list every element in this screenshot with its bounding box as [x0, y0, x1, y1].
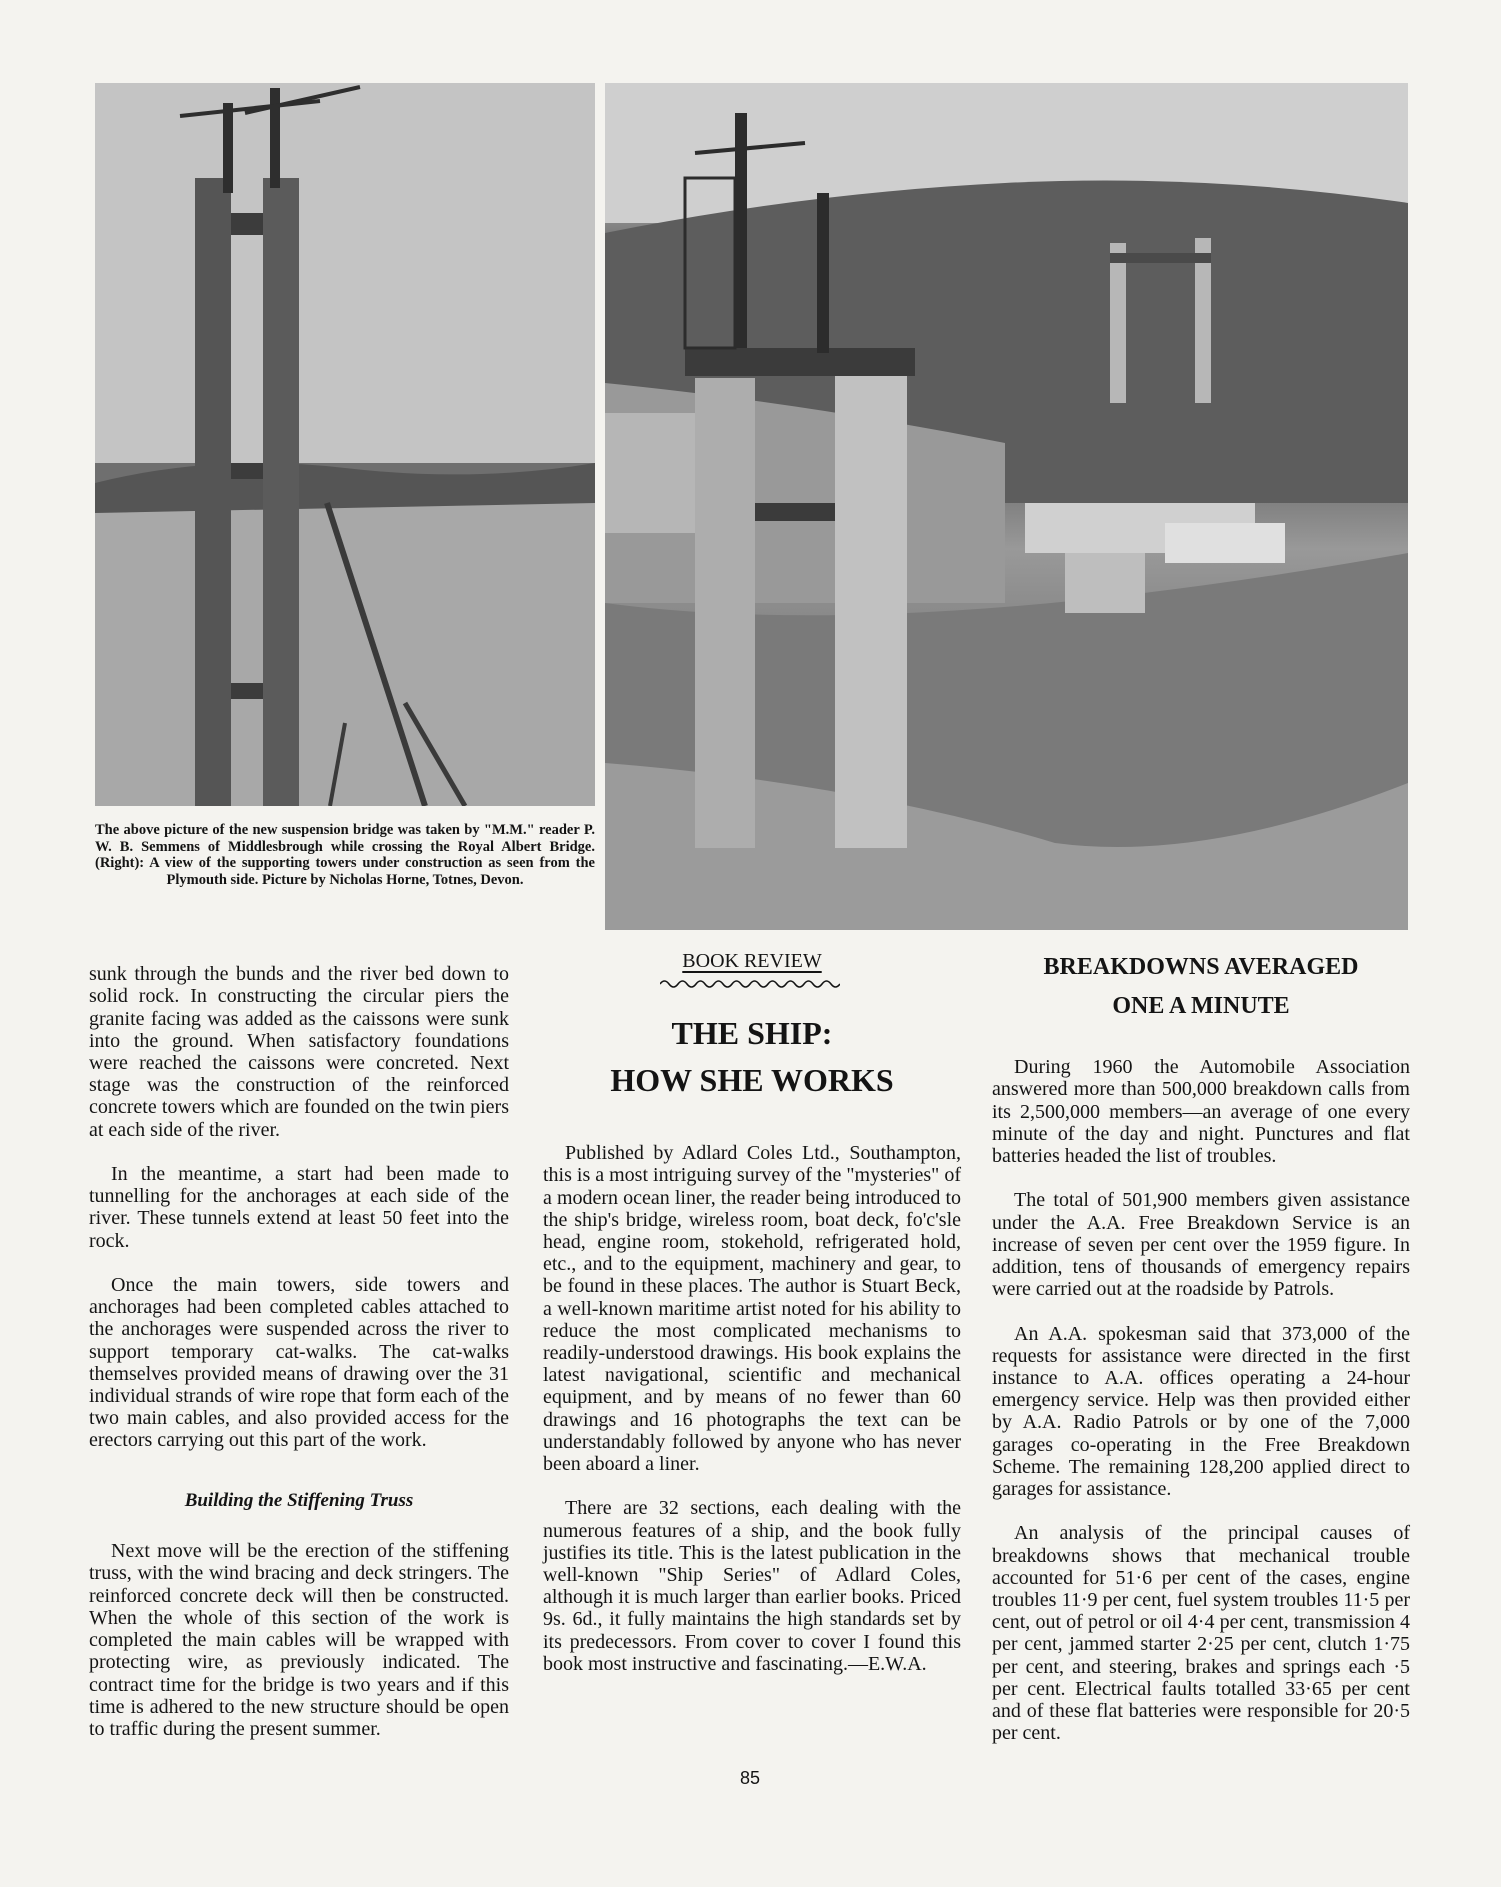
breakdowns-paragraph: An A.A. spokesman said that 373,000 of the requests for assistance were directed in the first instance to A.A. offices operating a 24-hour emergency service. Help was then provided either by A.A. Radio Patrols or by one of the 7,000 garages co-operating in the Free Breakdown Scheme. The remaining 128,200 applied direct to garages for assistance. — [992, 1322, 1410, 1501]
review-paragraph: There are 32 sections, each dealing with the numerous features of a ship, and the book fully justifies its title. This is the latest publication in the well-known "Ship Series" of Adlard Coles, although it is much larger than earlier books. Priced 9s. 6d., it fully maintains the high standards set by its predecessors. From cover to cover I found this book most instructive and fascinating.—E.W.A. — [543, 1497, 961, 1675]
towers-construction-illustration — [605, 83, 1408, 930]
bridge-tower-photo — [95, 83, 595, 806]
book-review-title-line2: HOW SHE WORKS — [610, 1062, 894, 1098]
breakdowns-title-line2: ONE A MINUTE — [1112, 993, 1290, 1019]
section-subheading: Building the Stiffening Truss — [184, 1489, 414, 1511]
breakdowns-title — [992, 948, 1410, 1026]
breakdowns-paragraph: An analysis of the principal causes of breakdowns shows that mechanical trouble accounted for 51·6 per cent of the cases, engine troubles 11·9 per cent, fuel system troubles 11·5 per cent, out of petrol or oil 4·4 per cent, transmission 4 per cent, jammed starter 2·25 per cent, clutch 1·75 per cent, and steering, brakes and springs each ·5 per cent. Electrical faults totalled 33·65 per cent and of these flat batteries were responsible for 20·5 per cent. — [992, 1522, 1410, 1745]
book-review-column — [543, 1120, 961, 1697]
breakdowns-column — [992, 1034, 1410, 1767]
bridge-tower-illustration — [95, 83, 595, 806]
review-paragraph: Published by Adlard Coles Ltd., Southampton, this is a most intriguing survey of the "mysteries" of a modern ocean liner, the reader being introduced to the ship's bridge, wireless room, boat deck, fo'c'sle head, engine room, stokehold, refrigerated hold, etc., and to the equipment, machinery and gear, to be found in these places. The author is Stuart Beck, a well-known maritime artist noted for his ability to reduce the most complicated mechanisms to readily-understood drawings. His book explains the latest navigational, scientific and mechanical equipment, and by means of no fewer than 60 drawings and 16 photographs the text can be understandably followed by anyone who has never been aboard a liner. — [543, 1142, 961, 1476]
wavy-rule-decoration — [660, 978, 840, 990]
book-review-title-line1: THE SHIP: — [671, 1015, 833, 1051]
article-paragraph: Next move will be the erection of the stiffening truss, with the wind bracing and deck stringers. The reinforced concrete deck will then be constructed. When the whole of this section of the work is completed the main cables will be wrapped with protecting wire, as previously indicated. The contract time for the bridge is two years and if this time is adhered to the new structure should be open to traffic during the present summer. — [89, 1540, 509, 1740]
breakdowns-paragraph: The total of 501,900 members given assistance under the A.A. Free Breakdown Service is an increase of seven per cent over the 1959 figure. In addition, tens of thousands of emergency repairs were carried out at the roadside by Patrols. — [992, 1189, 1410, 1301]
breakdowns-title-line1: BREAKDOWNS AVERAGED — [1043, 954, 1359, 980]
article-paragraph: In the meantime, a start had been made to tunnelling for the anchorages at each side of the river. These tunnels extend at least 50 feet into the rock. — [89, 1163, 509, 1252]
breakdowns-paragraph: During 1960 the Automobile Association answered more than 500,000 breakdown calls from its 2,500,000 members—an average of one every minute of the day and night. Punctures and flat batteries headed the list of troubles. — [992, 1056, 1410, 1168]
book-review-label — [543, 950, 961, 972]
page-number: 85 — [739, 1768, 761, 1788]
towers-construction-photo — [605, 83, 1408, 930]
article-paragraph: sunk through the bunds and the river bed down to solid rock. In constructing the circular piers the granite facing was added as the caissons were sunk into the ground. When satisfactory foundations were reached the caissons were concreted. Next stage was the construction of the reinforced concrete towers which are founded on the twin piers at each side of the river. — [89, 963, 509, 1141]
book-review-title — [543, 1010, 961, 1104]
book-review-label-text: BOOK REVIEW — [682, 950, 822, 972]
article-paragraph: Once the main towers, side towers and anchorages had been completed cables attached to the anchorages were suspended across the river to support temporary cat-walks. The cat-walks themselves provided means of drawing over the 31 individual strands of wire rope that form each of the two main cables, and also provided access for the erectors carrying out this part of the work. — [89, 1274, 509, 1452]
photo-caption: The above picture of the new suspension bridge was taken by "M.M." reader P. W. B. Semmens of Middlesbrough while crossing the Royal Albert Bridge. (Right): A view of the supporting towers under construction as seen from the Plymouth side. Picture by Nicholas Horne, Totnes, Devon. — [95, 822, 595, 888]
bridge-article-column — [89, 941, 509, 1762]
